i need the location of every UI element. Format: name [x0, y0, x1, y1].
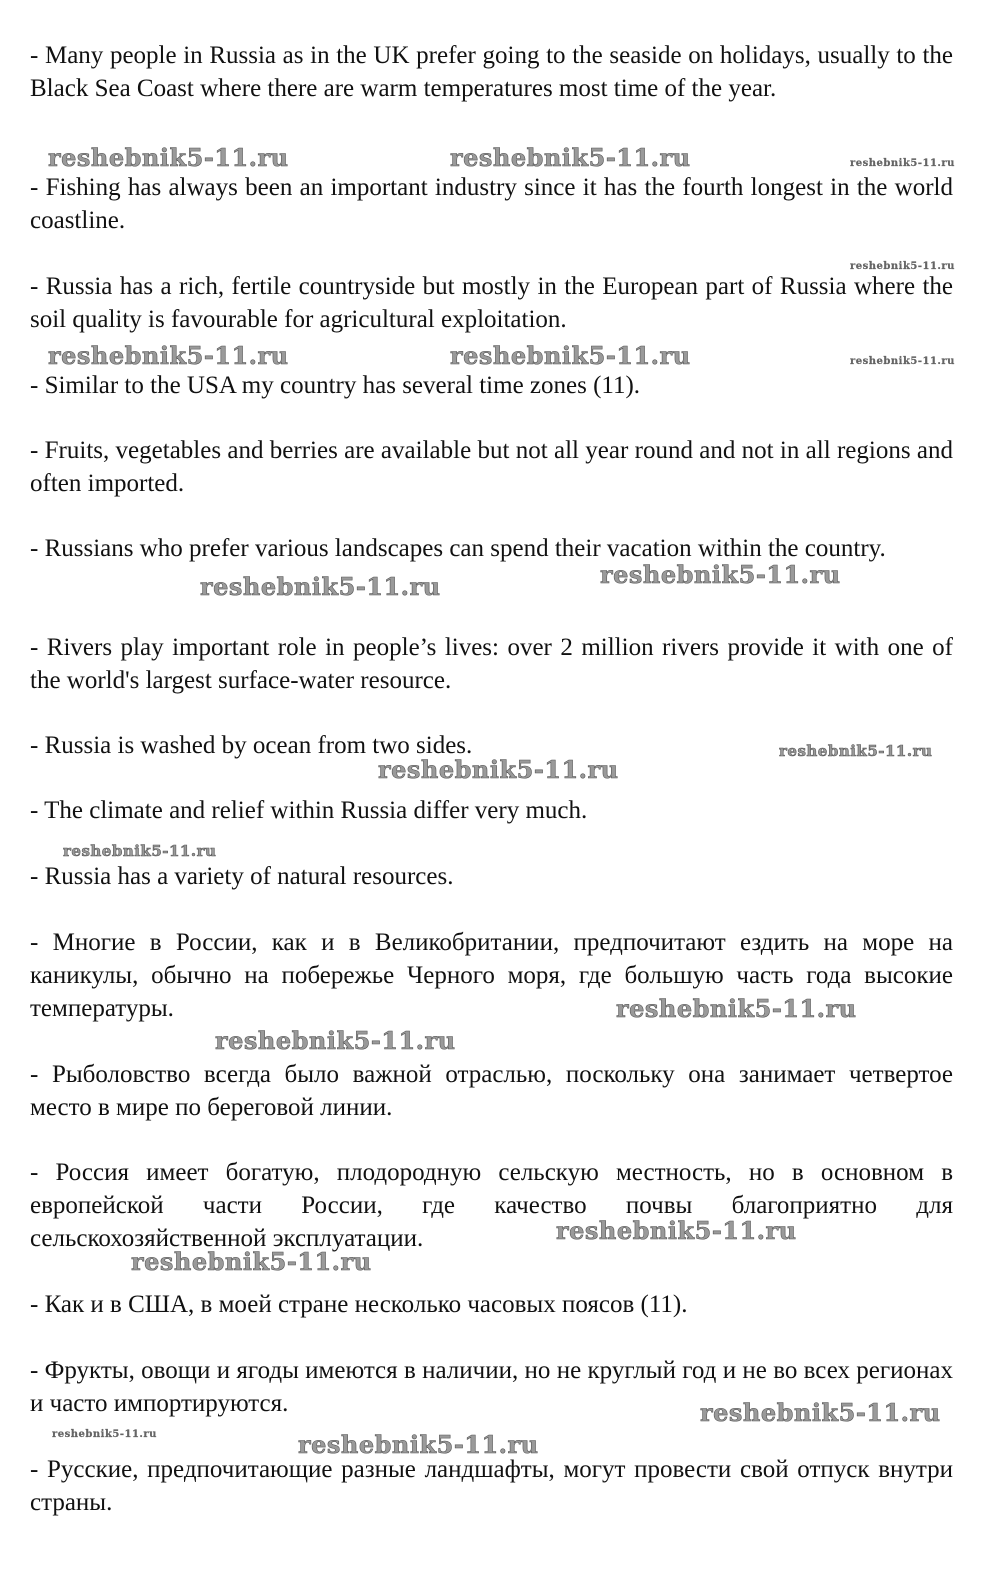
- watermark: reshebnik5-11.ru: [215, 1026, 456, 1055]
- paragraph-7: - Rivers play important role in people’s lives: over 2 million rivers provide it with one of the world's largest surface-water resource.: [30, 634, 953, 694]
- watermark: reshebnik5-11.ru: [850, 356, 955, 367]
- watermark: reshebnik5-11.ru: [378, 755, 619, 784]
- paragraph-16: - Русские, предпочитающие разные ландшафты, могут провести свой отпуск внутри страны.: [30, 1456, 953, 1516]
- paragraph-10: - Russia has a variety of natural resources.: [30, 863, 454, 890]
- paragraph-8: - Russia is washed by ocean from two sides.: [30, 732, 473, 759]
- watermark: reshebnik5-11.ru: [779, 742, 933, 760]
- watermark: reshebnik5-11.ru: [63, 842, 217, 860]
- paragraph-6: - Russians who prefer various landscapes can spend their vacation within the country.: [30, 535, 886, 562]
- watermark: reshebnik5-11.ru: [48, 341, 289, 370]
- watermark: reshebnik5-11.ru: [616, 994, 857, 1023]
- watermark: reshebnik5-11.ru: [131, 1247, 372, 1276]
- watermark: reshebnik5-11.ru: [556, 1216, 797, 1245]
- paragraph-2: - Fishing has always been an important industry since it has the fourth longest in the world coastline.: [30, 174, 953, 234]
- paragraph-12: - Рыболовство всегда было важной отраслью, поскольку она занимает четвертое место в мире по береговой линии.: [30, 1061, 953, 1121]
- watermark: reshebnik5-11.ru: [850, 158, 955, 169]
- paragraph-3: - Russia has a rich, fertile countryside but mostly in the European part of Russia where the soil quality is favourable for agricultural exploitation.: [30, 273, 953, 333]
- paragraph-15: - Фрукты, овощи и ягоды имеются в наличии, но не круглый год и не во всех регионах и часто импортируются.: [30, 1357, 953, 1417]
- watermark: reshebnik5-11.ru: [450, 143, 691, 172]
- paragraph-1: - Many people in Russia as in the UK prefer going to the seaside on holidays, usually to the Black Sea Coast where there are warm temperatures most time of the year.: [30, 42, 953, 102]
- paragraph-5: - Fruits, vegetables and berries are available but not all year round and not in all regions and often imported.: [30, 437, 953, 497]
- watermark: reshebnik5-11.ru: [600, 560, 841, 589]
- watermark: reshebnik5-11.ru: [52, 1429, 157, 1440]
- watermark: reshebnik5-11.ru: [450, 341, 691, 370]
- watermark: reshebnik5-11.ru: [850, 261, 955, 272]
- paragraph-13: - Россия имеет богатую, плодородную сельскую местность, но в основном в европейской части России, где качество почвы благоприятно для сельскохозяйственной эксплуатации.: [30, 1159, 953, 1252]
- paragraph-4: - Similar to the USA my country has several time zones (11).: [30, 372, 641, 399]
- paragraph-9: - The climate and relief within Russia differ very much.: [30, 797, 588, 824]
- paragraph-11: - Многие в России, как и в Великобритании, предпочитают ездить на море на каникулы, обычно на побережье Черного моря, где большую часть года высокие температуры.: [30, 929, 953, 1022]
- paragraph-14: - Как и в США, в моей стране несколько часовых поясов (11).: [30, 1291, 688, 1318]
- watermark: reshebnik5-11.ru: [200, 572, 441, 601]
- watermark: reshebnik5-11.ru: [298, 1430, 539, 1459]
- watermark: reshebnik5-11.ru: [700, 1398, 941, 1427]
- watermark: reshebnik5-11.ru: [48, 143, 289, 172]
